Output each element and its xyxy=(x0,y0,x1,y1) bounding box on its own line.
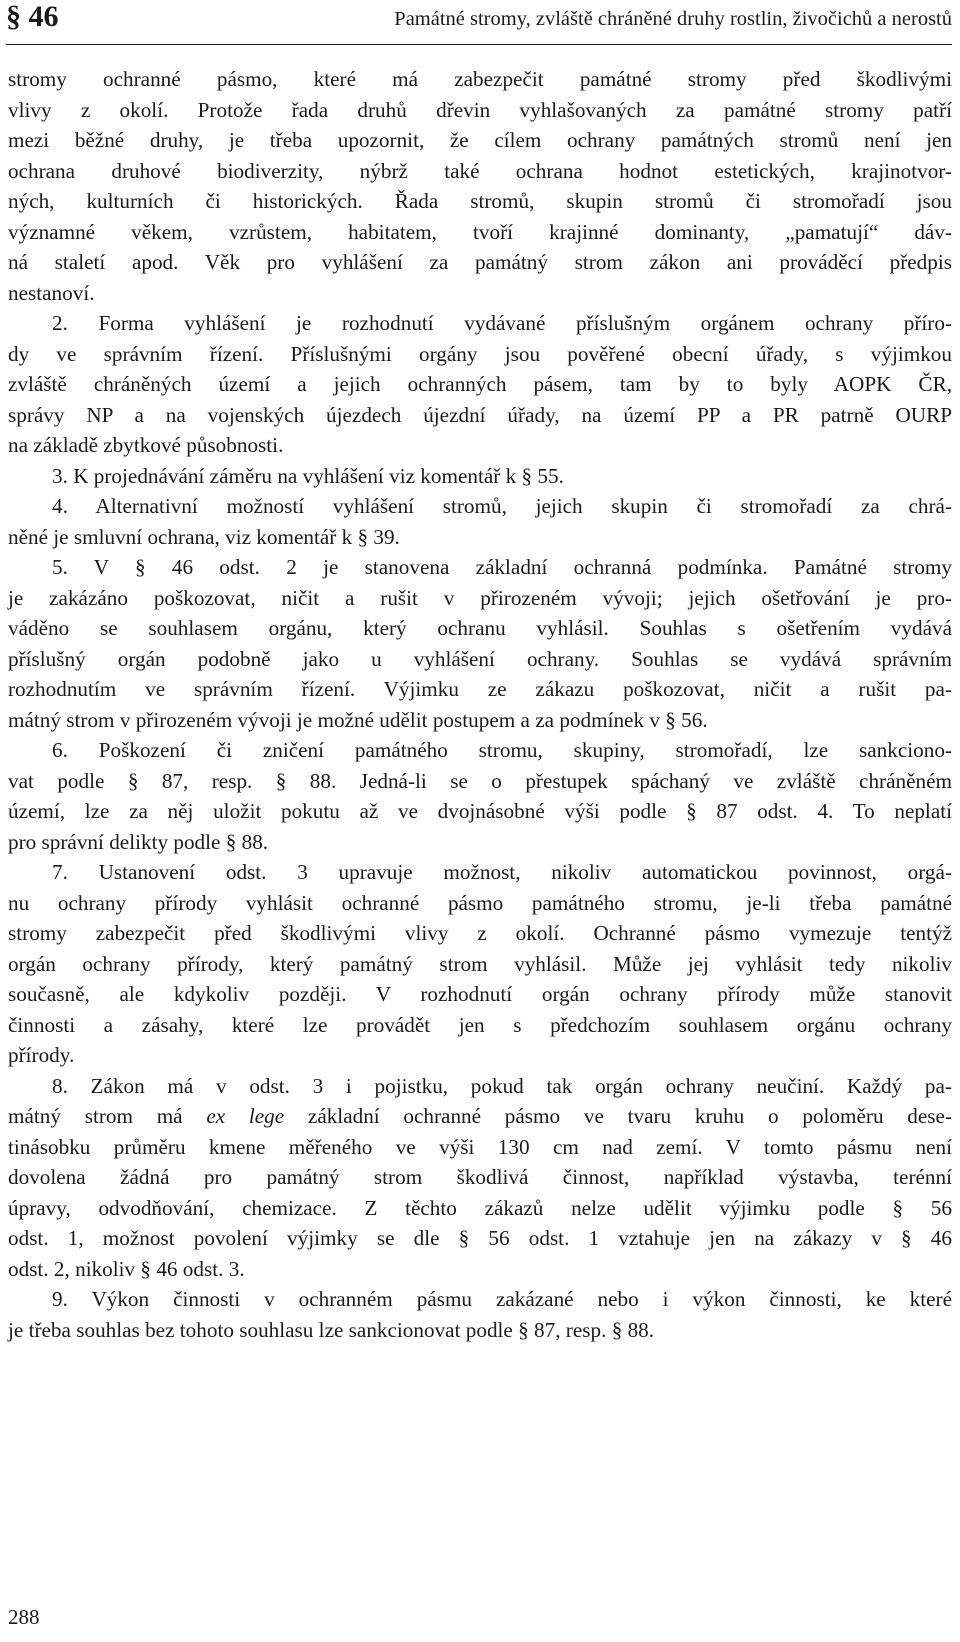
text-line-content: stromy zabezpečit před škodlivými vlivy z okolí. Ochranné pásmo vymezuje tentýž xyxy=(8,921,952,945)
text-line-content: 3. K projednávání záměru na vyhlášení viz komentář k § 55. xyxy=(52,463,564,488)
text-line-content: 9. Výkon činnosti v ochranném pásmu zakázané nebo i výkon činnosti, ke které xyxy=(52,1287,952,1311)
text-line xyxy=(8,461,952,492)
text-line xyxy=(8,64,952,95)
text-line-content: 4. Alternativní možností vyhlášení stromů, jejich skupin či stromořadí za chrá- xyxy=(52,494,952,518)
text-line-content: stromy ochranné pásmo, které má zabezpečit památné stromy před škodlivými xyxy=(8,67,952,91)
text-line-content: 8. Zákon má v odst. 3 i pojistku, pokud tak orgán ochrany neučiní. Každý pa- xyxy=(52,1073,952,1098)
text-line xyxy=(8,400,952,431)
text-line xyxy=(8,95,952,126)
text-line-content: odst. 2, nikoliv § 46 odst. 3. xyxy=(8,1256,245,1281)
text-line xyxy=(8,1315,952,1346)
text-line xyxy=(8,857,952,888)
text-line-content: mátný strom v přirozeném vývoji je možné udělit postupem a za podmínek v § 56. xyxy=(8,707,708,732)
text-line-content: příslušný orgán podobně jako u vyhlášení ochrany. Souhlas se vydává správním xyxy=(8,646,952,671)
text-line-content: na základě zbytkové působnosti. xyxy=(8,433,284,457)
text-line xyxy=(8,522,952,553)
text-line-content: území, lze za něj uložit pokutu až ve dvojnásobné výši podle § 87 odst. 4. To neplatí xyxy=(8,799,952,823)
text-line xyxy=(8,613,952,644)
text-line xyxy=(8,491,952,522)
text-line xyxy=(8,1254,952,1285)
text-line-content: je třeba souhlas bez tohoto souhlasu lze sankcionovat podle § 87, resp. § 88. xyxy=(8,1317,655,1342)
text-line-content: ná staletí apod. Věk pro vyhlášení za památný strom zákon ani prováděcí předpis xyxy=(8,250,952,274)
text-line-content: úpravy, odvodňování, chemizace. Z těchto zákazů nelze udělit výjimku podle § 56 xyxy=(8,1195,952,1220)
text-line xyxy=(8,156,952,187)
text-line-content: nu ochrany přírody vyhlásit ochranné pásmo památného stromu, je-li třeba památné xyxy=(8,890,952,915)
text-line xyxy=(8,217,952,248)
text-line-content: odst. 1, možnost povolení výjimky se dle § 56 odst. 1 vztahuje jen na zákazy v § 46 xyxy=(8,1226,952,1250)
text-line xyxy=(8,308,952,339)
text-line xyxy=(8,888,952,919)
page-header xyxy=(6,0,952,45)
text-line-content: mátný strom má xyxy=(8,1104,207,1128)
text-line-content: zvláště chráněných území a jejich ochranných pásem, tam by to byly AOPK ČR, xyxy=(8,372,952,396)
text-line-content: ochrana druhové biodiverzity, nýbrž také ochrana hodnot estetických, krajinotvor- xyxy=(8,158,952,183)
text-line-content: pro správní delikty podle § 88. xyxy=(8,829,269,854)
text-line-content: přírody. xyxy=(8,1043,75,1067)
text-line xyxy=(8,430,952,461)
text-line-content: váděno se souhlasem orgánu, který ochranu vyhlásil. Souhlas s ošetřením vydává xyxy=(8,616,952,640)
text-line xyxy=(8,1162,952,1193)
text-line-content: něné je smluvní ochrana, viz komentář k § 39. xyxy=(8,524,400,549)
text-line-content: mezi běžné druhy, je třeba upozornit, že cílem ochrany památných stromů není jen xyxy=(8,128,952,152)
text-line xyxy=(8,1193,952,1224)
text-line xyxy=(8,827,952,858)
text-line xyxy=(8,949,952,980)
text-line-content: tinásobku průměru kmene měřeného ve výši 130 cm nad zemí. V tomto pásmu není xyxy=(8,1134,952,1159)
text-line xyxy=(8,186,952,217)
text-line xyxy=(8,1223,952,1254)
text-line-content: současně, ale kdykoliv později. V rozhodnutí orgán ochrany přírody může stanovit xyxy=(8,982,952,1006)
text-line xyxy=(8,644,952,675)
text-line xyxy=(8,1284,952,1315)
running-title: Památné stromy, zvláště chráněné druhy rostlin, živočichů a nerostů xyxy=(394,8,952,30)
text-line-content: 5. V § 46 odst. 2 je stanovena základní ochranná podmínka. Památné stromy xyxy=(52,555,952,579)
text-line xyxy=(8,1101,952,1132)
text-line-content: 7. Ustanovení odst. 3 upravuje možnost, nikoliv automatickou povinnost, orgá- xyxy=(52,860,952,884)
text-line xyxy=(8,247,952,278)
text-line xyxy=(8,125,952,156)
text-line xyxy=(8,918,952,949)
text-line xyxy=(8,552,952,583)
text-line-content: vat podle § 87, resp. § 88. Jedná-li se o přestupek spáchaný ve zvláště chráněném xyxy=(8,768,952,793)
text-line-content: nestanoví. xyxy=(8,280,95,305)
text-line-content: správy NP a na vojenských újezdech újezdní úřady, na území PP a PR patrně OURP xyxy=(8,402,952,427)
text-line xyxy=(8,1071,952,1102)
page-number: 288 xyxy=(8,1605,40,1629)
text-line xyxy=(8,339,952,370)
text-line-content: rozhodnutím ve správním řízení. Výjimku ze zákazu poškozovat, ničit a rušit pa- xyxy=(8,677,952,701)
section-number: § 46 xyxy=(6,0,59,33)
text-line xyxy=(8,766,952,797)
text-line xyxy=(8,583,952,614)
body-text xyxy=(8,64,952,1345)
text-line xyxy=(8,278,952,309)
text-line xyxy=(8,674,952,705)
text-line-content: orgán ochrany přírody, který památný strom vyhlásil. Může jej vyhlásit tedy nikoliv xyxy=(8,951,952,976)
text-line xyxy=(8,979,952,1010)
text-line-content: vlivy z okolí. Protože řada druhů dřevin vyhlašovaných za památné stromy patří xyxy=(8,97,952,122)
text-line-content: je zakázáno poškozovat, ničit a rušit v přirozeném vývoji; jejich ošetřování je pro- xyxy=(8,585,952,610)
text-line xyxy=(8,1132,952,1163)
text-line xyxy=(8,369,952,400)
text-line-continuation: základní ochranné pásmo ve tvaru kruhu o poloměru dese- xyxy=(284,1104,953,1128)
text-line-content: významné věkem, vzrůstem, habitatem, tvoří krajinné dominanty, „pamatují“ dáv- xyxy=(8,219,952,244)
text-line xyxy=(8,735,952,766)
text-line xyxy=(8,1040,952,1071)
text-line-content: 2. Forma vyhlášení je rozhodnutí vydávané příslušným orgánem ochrany příro- xyxy=(52,311,952,335)
text-line-content: činnosti a zásahy, které lze provádět jen s předchozím souhlasem orgánu ochrany xyxy=(8,1012,952,1037)
text-line xyxy=(8,796,952,827)
text-line-content: dovolena žádná pro památný strom škodlivá činnost, například výstavba, terénní xyxy=(8,1165,952,1189)
text-line-content: 6. Poškození či zničení památného stromu, skupiny, stromořadí, lze sankciono- xyxy=(52,738,952,762)
text-line-content: dy ve správním řízení. Příslušnými orgány jsou pověřené obecní úřady, s výjimkou xyxy=(8,341,952,366)
italic-term: ex lege xyxy=(206,1104,285,1128)
text-line-content: ných, kulturních či historických. Řada stromů, skupin stromů či stromořadí jsou xyxy=(8,189,952,213)
text-line xyxy=(8,705,952,736)
text-line xyxy=(8,1010,952,1041)
